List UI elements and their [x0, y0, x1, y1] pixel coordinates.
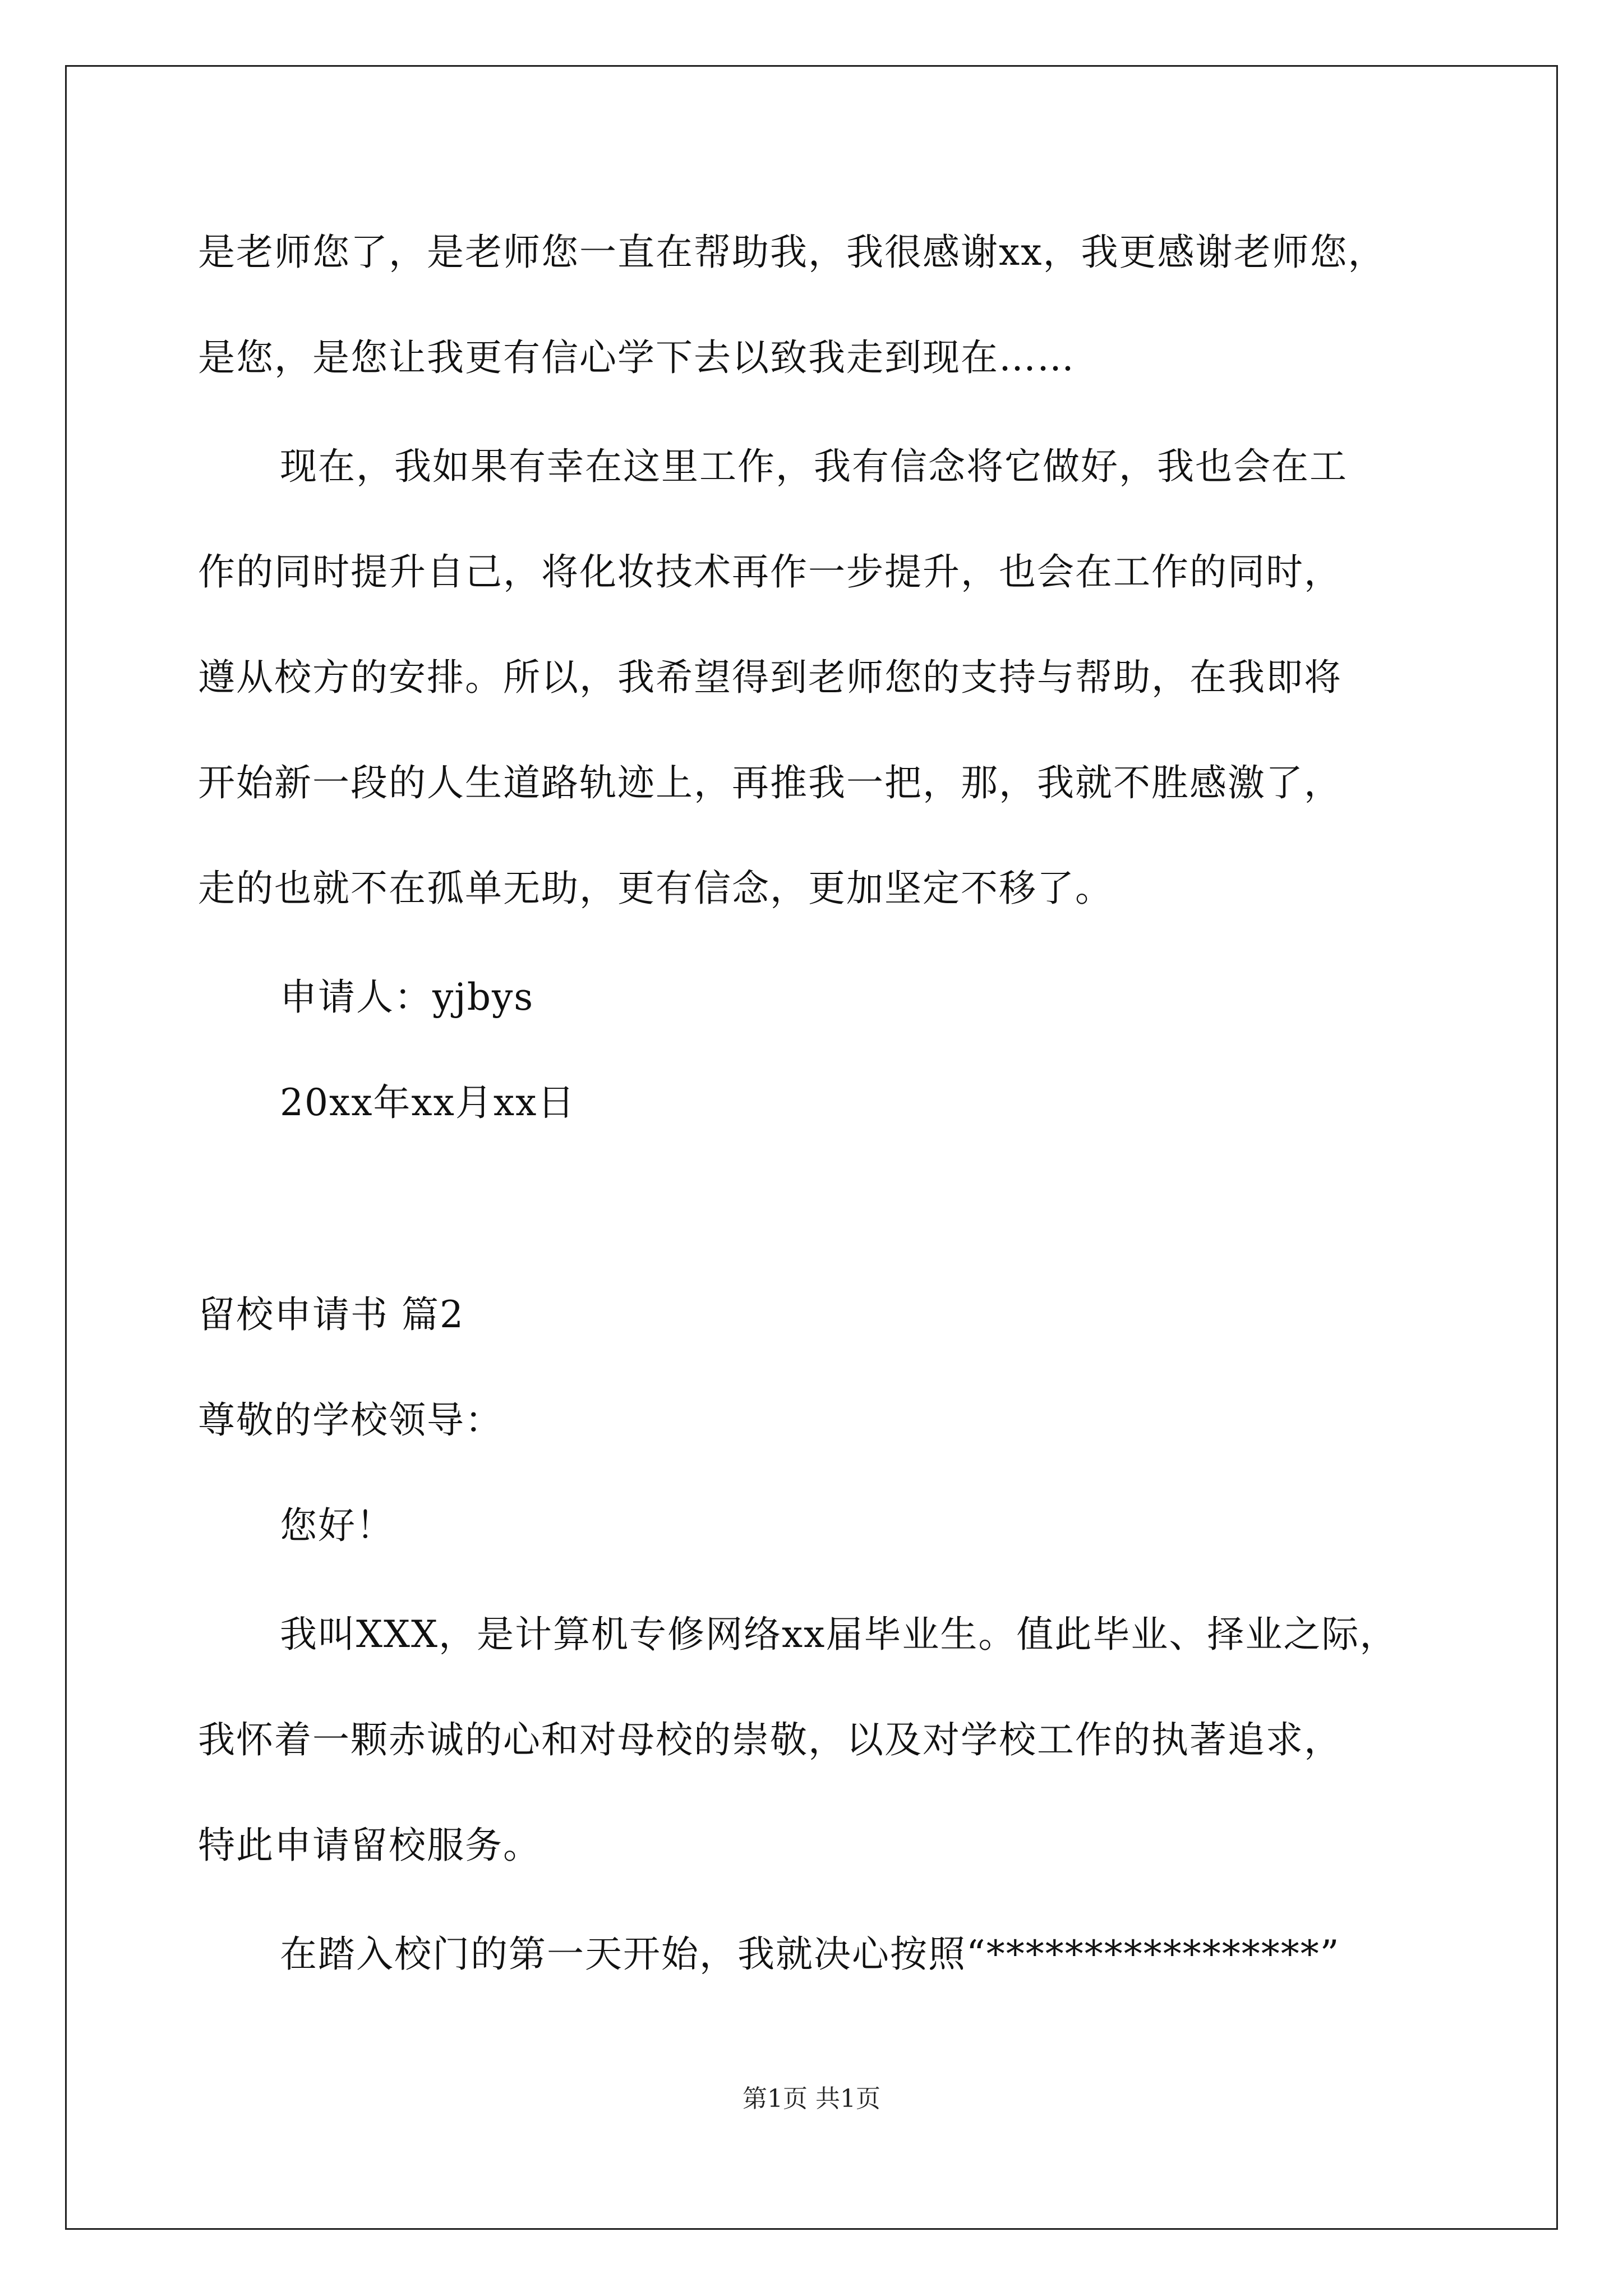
paragraph-line: 在踏入校门的第一天开始，我就决心按照“*****************”	[280, 1932, 1340, 1976]
date-line: 20xx年xx月xx日	[280, 1081, 576, 1124]
paragraph-line: 现在，我如果有幸在这里工作，我有信念将它做好，我也会在工	[280, 445, 1348, 488]
applicant-line: 申请人：yjbys	[280, 976, 534, 1019]
paragraph-line: 作的同时提升自己，将化妆技术再作一步提升，也会在工作的同时，	[198, 550, 1342, 593]
section-heading: 留校申请书 篇2	[198, 1293, 464, 1336]
page-border	[65, 65, 1558, 2230]
salutation: 尊敬的学校领导：	[198, 1398, 503, 1442]
page-number: 第1页 共1页	[743, 2085, 880, 2113]
paragraph-line: 是老师您了，是老师您一直在帮助我，我很感谢xx，我更感谢老师您，	[198, 231, 1386, 274]
paragraph-line: 遵从校方的安排。所以，我希望得到老师您的支持与帮助，在我即将	[198, 656, 1342, 699]
paragraph-line: 我叫XXX，是计算机专修网络xx届毕业生。值此毕业、择业之际，	[280, 1613, 1398, 1656]
greeting: 您好！	[280, 1504, 394, 1547]
paragraph-line: 开始新一段的人生道路轨迹上，再推我一把，那，我就不胜感激了，	[198, 761, 1342, 804]
paragraph-line: 特此申请留校服务。	[198, 1824, 541, 1867]
paragraph-line: 我怀着一颗赤诚的心和对母校的崇敬，以及对学校工作的执著追求，	[198, 1718, 1342, 1761]
paragraph-line: 是您，是您让我更有信心学下去以致我走到现在……	[198, 336, 1075, 379]
paragraph-line: 走的也就不在孤单无助，更有信念，更加坚定不移了。	[198, 867, 1113, 910]
